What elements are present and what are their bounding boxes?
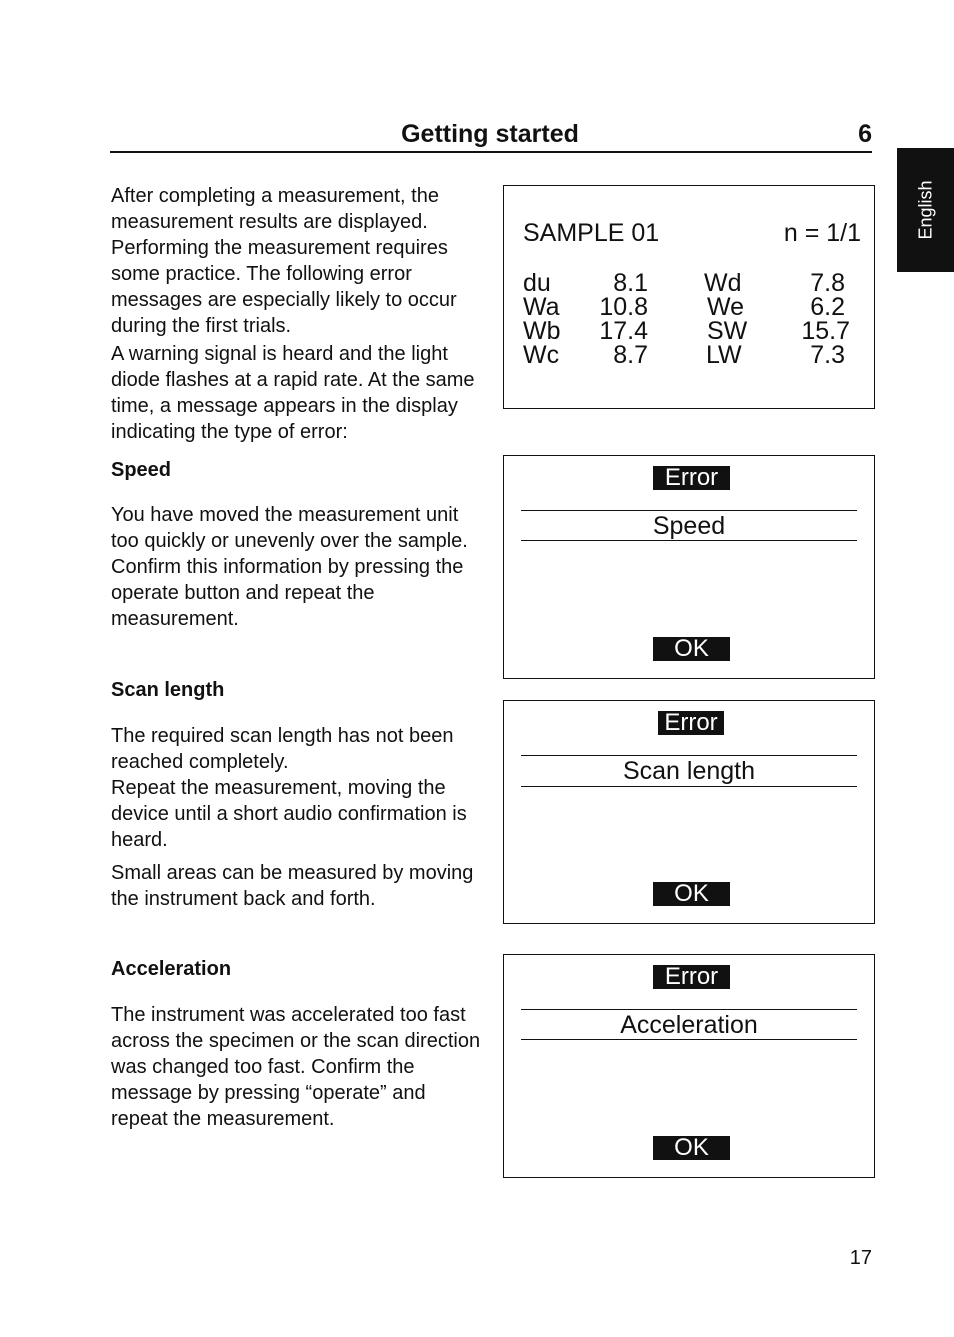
display-divider <box>521 1039 857 1040</box>
result-value: 10.8 <box>599 293 648 321</box>
display-divider <box>521 755 857 756</box>
display-divider <box>521 1009 857 1010</box>
result-value: 15.7 <box>801 317 850 345</box>
sample-title: SAMPLE 01 <box>523 219 660 247</box>
header-divider <box>110 151 872 153</box>
acceleration-description: The instrument was accelerated too fast across the specimen or the scan direction was changed too fast. Confirm the message by pressing “operate” and repeat the measurement. <box>111 1004 481 1130</box>
acceleration-error-display <box>503 954 875 1178</box>
ok-label: OK <box>653 637 730 661</box>
ok-label: OK <box>653 882 730 906</box>
language-label: English <box>915 180 935 240</box>
result-value: 6.2 <box>810 293 845 321</box>
error-message: Acceleration <box>620 1011 758 1039</box>
intro-paragraph-1: After completing a measurement, the measurement results are displayed. Performing the measurement requires some practice. The following error messages are especially likely to occur during the first trials. <box>111 185 457 337</box>
chapter-number: 6 <box>858 120 872 148</box>
display-divider <box>521 540 857 541</box>
intro-paragraph-2: A warning signal is heard and the light diode flashes at a rapid rate. At the same time, a message appears in the display indicating the type of error: <box>111 343 475 443</box>
speed-heading: Speed <box>111 459 172 481</box>
ok-label: OK <box>653 1136 730 1160</box>
result-value: 7.3 <box>810 341 845 369</box>
sample-count: n = 1/1 <box>783 219 861 247</box>
sample-results-display <box>503 185 875 409</box>
result-label: Wa <box>523 293 560 321</box>
result-value: 7.8 <box>810 269 845 297</box>
error-label: Error <box>658 711 724 735</box>
scan-length-error-display <box>503 700 875 924</box>
result-label: SW <box>707 317 748 345</box>
result-label: Wc <box>523 341 560 369</box>
speed-error-display <box>503 455 875 679</box>
result-value: 8.7 <box>613 341 648 369</box>
page-number: 17 <box>849 1247 872 1269</box>
display-divider <box>521 786 857 787</box>
scan-length-description-2: Repeat the measurement, moving the device until a short audio confirmation is heard. <box>111 777 467 851</box>
result-label: Wd <box>704 269 742 297</box>
error-label: Error <box>653 466 730 490</box>
language-tab <box>897 148 954 272</box>
page-title: Getting started <box>401 120 579 148</box>
scan-length-description-3: Small areas can be measured by moving the instrument back and forth. <box>111 862 474 910</box>
scan-length-heading: Scan length <box>111 679 225 701</box>
result-label: We <box>707 293 745 321</box>
result-value: 17.4 <box>599 317 648 345</box>
result-label: LW <box>706 341 742 369</box>
error-message: Speed <box>652 512 726 540</box>
scan-length-description-1: The required scan length has not been reached completely. <box>111 725 454 773</box>
result-label: Wb <box>523 317 561 345</box>
speed-description: You have moved the measurement unit too quickly or unevenly over the sample. Confirm this information by pressing the operate button and repeat the measurement. <box>111 504 468 630</box>
acceleration-heading: Acceleration <box>111 958 232 980</box>
error-label: Error <box>653 965 730 989</box>
error-message: Scan length <box>622 757 756 785</box>
display-divider <box>521 510 857 511</box>
result-value: 8.1 <box>613 269 648 297</box>
result-label: du <box>523 269 551 297</box>
